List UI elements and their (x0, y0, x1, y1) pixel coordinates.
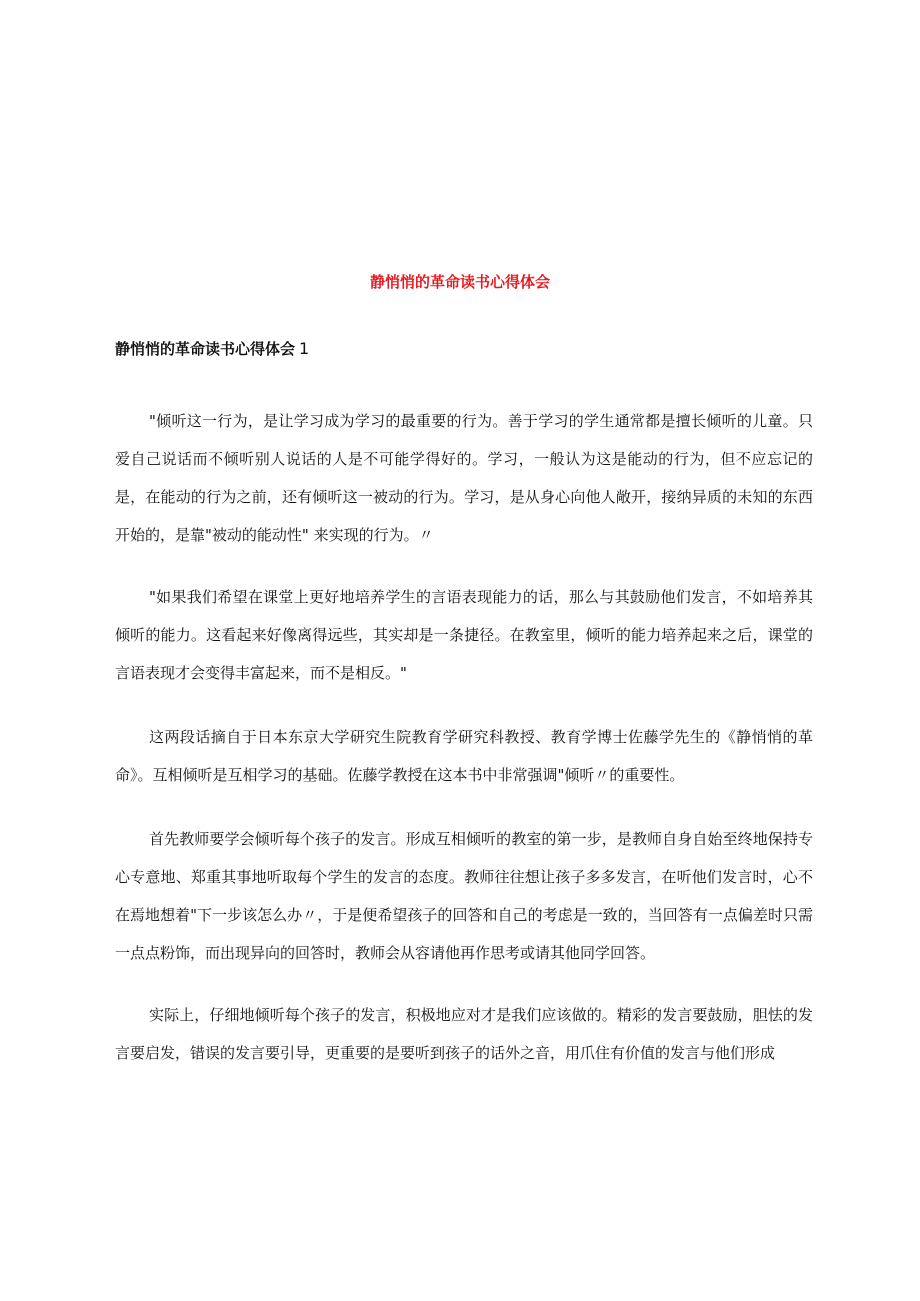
section-heading-text: 静悄悄的革命读书心得体会 (115, 340, 296, 358)
paragraph-3: 这两段话摘自于日本东京大学研究生院教育学研究科教授、教育学博士佐藤学先生的《静悄悄的革命》。互相倾听是互相学习的基础。佐藤学教授在这本书中非常强调"倾听〃的重要性。 (115, 728, 813, 784)
paragraph-4: 首先教师要学会倾听每个孩子的发言。形成互相倾听的教室的第一步，是教师自身自始至终地保持专心专意地、郑重其事地听取每个学生的发言的态度。教师往往想让孩子多多发言，在听他们发言时，心不在焉地想着"下一步该怎么办〃，于是便希望孩子的回答和自己的考虑是一致的，当回答有一点偏差时只需一点点粉饰，而出现异向的回答时，教师会从容请他再作思考或请其他同学回答。 (115, 830, 813, 962)
section-heading (115, 338, 309, 360)
document-title: 静悄悄的革命读书心得体会 (369, 273, 550, 291)
paragraph-1: "倾听这一行为，是让学习成为学习的最重要的行为。善于学习的学生通常都是擅长倾听的儿童。只爱自己说话而不倾听别人说话的人是不可能学得好的。学习，一般认为这是能动的行为，但不应忘记的是，在能动的行为之前，还有倾听这一被动的行为。学习，是从身心向他人敞开，接纳异质的未知的东西开始的，是靠"被动的能动性" 来实现的行为。〃 (115, 412, 813, 544)
section-number: 1 (299, 339, 310, 358)
paragraph-2: "如果我们希望在课堂上更好地培养学生的言语表现能力的话，那么与其鼓励他们发言，不如培养其倾听的能力。这看起来好像离得远些，其实却是一条捷径。在教室里，倾听的能力培养起来之后，课堂的言语表现才会变得丰富起来，而不是相反。" (115, 588, 813, 682)
paragraph-5: 实际上，仔细地倾听每个孩子的发言，积极地应对才是我们应该做的。精彩的发言要鼓励，胆怯的发言要启发，错误的发言要引导，更重要的是要听到孩子的话外之音，用爪住有价值的发言与他们形成 (115, 1006, 813, 1062)
